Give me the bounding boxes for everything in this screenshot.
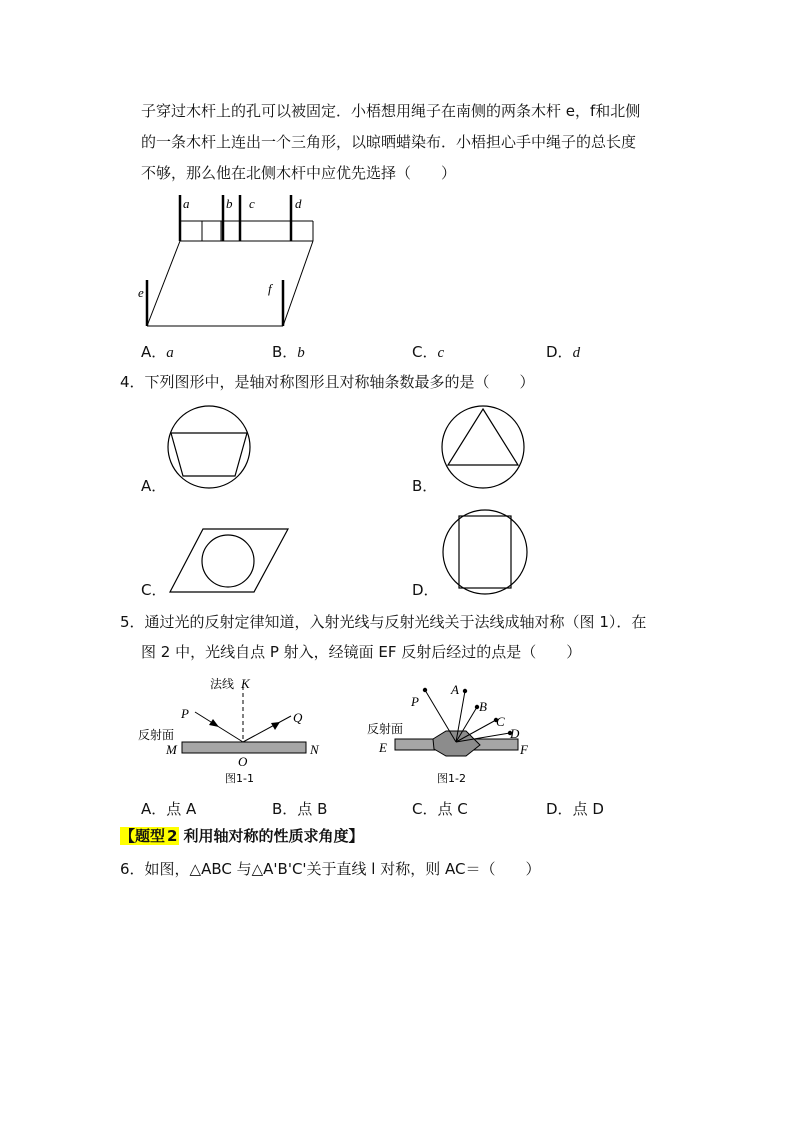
label-d: d (295, 196, 302, 211)
q3-line-3: 不够，那么他在北侧木杆中应优先选择（ ） (141, 164, 457, 182)
q4-option-b[interactable]: B． (412, 477, 438, 495)
fig1-label-p: P (181, 706, 189, 721)
fig2-surface-label: 反射面 (367, 722, 404, 736)
q5-line-2: 图 2 中，光线自点 P 射入，经镜面 EF 反射后经过的点是（ ） (141, 643, 582, 661)
fig2-label-d: D (510, 726, 520, 741)
q3-poles-figure (135, 190, 320, 335)
q5-figure-1 (135, 672, 335, 787)
fig2-label-a: A (451, 682, 459, 697)
q3-option-c[interactable]: C．c (412, 343, 445, 361)
q3-line-2: 的一条木杆上连出一个三角形，以晾晒蜡染布．小梧担心手中绳子的总长度 (141, 133, 637, 151)
q4-figure-a (165, 403, 253, 491)
fig2-label-f: F (520, 742, 528, 757)
fig1-label-q: Q (293, 710, 303, 725)
q4-figure-d (441, 508, 529, 596)
q5-option-c[interactable]: C．点 C (412, 800, 468, 818)
section-heading: 【题型 2 利用轴对称的性质求角度】 (120, 827, 364, 845)
fig1-label-o: O (238, 754, 248, 769)
fig2-label-e: E (379, 740, 387, 755)
q4-option-c[interactable]: C． (141, 581, 167, 599)
fig2-label-b: B (479, 699, 487, 714)
q3-line-1: 子穿过木杆上的孔可以被固定．小梧想用绳子在南侧的两条木杆 e，f和北侧 (141, 102, 641, 120)
fig2-label-c: C (496, 714, 505, 729)
fig1-label-k: K (241, 676, 250, 691)
label-e: e (138, 285, 144, 300)
label-a: a (183, 196, 190, 211)
label-c: c (249, 196, 255, 211)
q4-figure-b (439, 403, 527, 491)
fig1-label-n: N (310, 742, 319, 757)
q6-stem: 6．如图，△ABC 与△A'B'C'关于直线 l 对称，则 AC＝（ ） (120, 860, 541, 878)
q3-option-a[interactable]: A．a (141, 343, 174, 361)
fig1-surface-label: 反射面 (138, 728, 175, 742)
q3-option-d[interactable]: D．d (546, 343, 581, 361)
q4-option-a[interactable]: A． (141, 477, 167, 495)
label-f: f (268, 281, 272, 296)
label-b: b (226, 196, 233, 211)
q4-figure-c (168, 527, 290, 595)
fig2-caption: 图1-2 (437, 772, 466, 785)
q5-option-a[interactable]: A．点 A (141, 800, 197, 818)
q5-option-b[interactable]: B．点 B (272, 800, 328, 818)
q5-line-1: 5．通过光的反射定律知道，入射光线与反射光线关于法线成轴对称（图 1）．在 (120, 613, 647, 631)
q4-stem: 4．下列图形中，是轴对称图形且对称轴条数最多的是（ ） (120, 373, 535, 391)
fig1-label-m: M (166, 742, 177, 757)
fig1-caption: 图1-1 (225, 772, 254, 785)
fig1-normal-label: 法线 (210, 677, 235, 691)
q3-option-b[interactable]: B．b (272, 343, 305, 361)
q5-option-d[interactable]: D．点 D (546, 800, 604, 818)
q4-option-d[interactable]: D． (412, 581, 439, 599)
fig2-label-p: P (411, 694, 419, 709)
q5-figure-2 (362, 672, 542, 787)
